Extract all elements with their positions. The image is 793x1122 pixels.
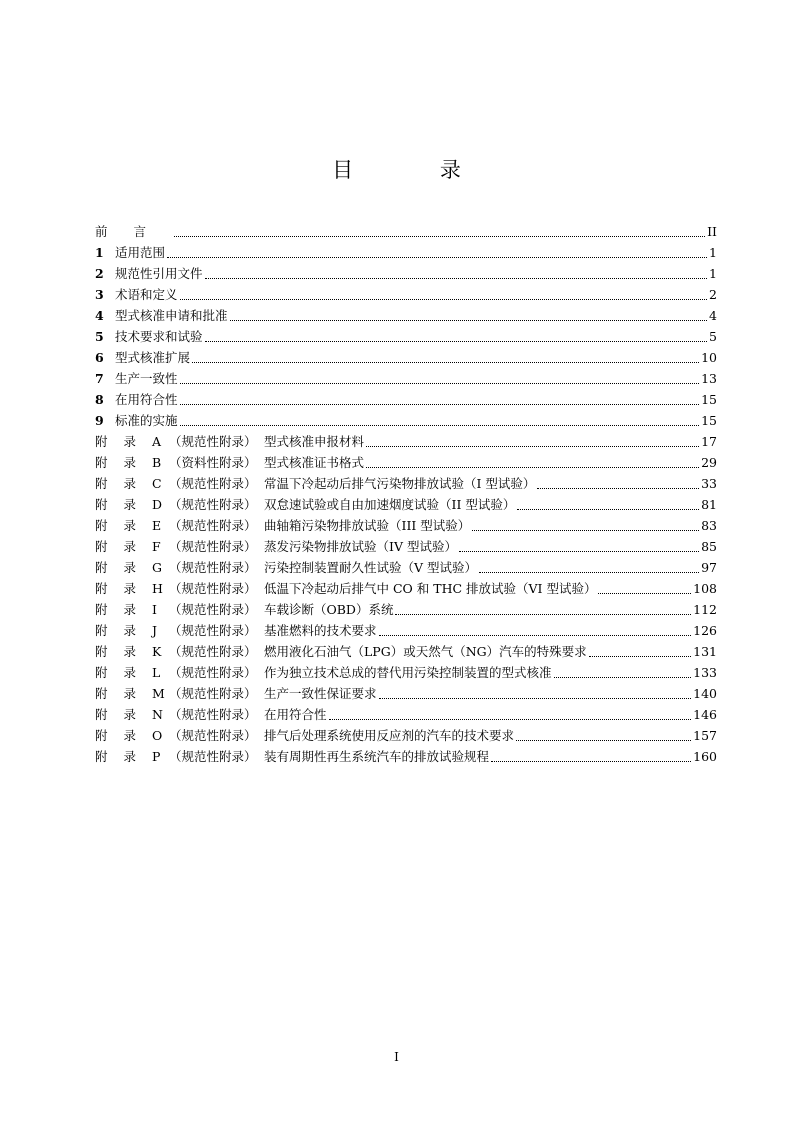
toc-annex-entry[interactable] [95,452,717,473]
annex-prefix: 附 录 K [95,644,168,659]
toc-entry-label: 型式核准扩展 [115,350,191,365]
dot-leader [472,518,699,531]
annex-prefix: 附 录 A [95,434,167,449]
toc-entry[interactable] [95,326,717,347]
page-number: I [394,1050,399,1064]
toc-entry-label: 适用范围 [115,245,166,260]
annex-page: 126 [693,623,717,638]
annex-prefix: 附 录 E [95,518,168,533]
toc-entry-page: 1 [709,245,717,260]
toc-entry-number: 4 [95,308,104,323]
dot-leader [192,350,699,363]
dot-leader [205,329,707,342]
annex-type: （规范性附录） [169,539,257,554]
annex-label: 装有周期性再生系统汽车的排放试验规程 [264,749,490,764]
annex-type: （规范性附录） [169,518,257,533]
toc-entry-number: 5 [95,329,104,344]
toc-annex-entry[interactable] [95,704,717,725]
table-of-contents [95,221,717,767]
dot-leader [329,707,692,720]
annex-label: 在用符合性 [264,707,327,722]
annex-label: 生产一致性保证要求 [264,686,377,701]
dot-leader [230,308,707,321]
dot-leader [180,413,700,426]
toc-entry[interactable] [95,242,717,263]
annex-page: 108 [693,581,717,596]
toc-annex-entry[interactable] [95,662,717,683]
annex-page: 133 [693,665,717,680]
annex-prefix: 附 录 N [95,707,169,722]
annex-type: （规范性附录） [169,665,257,680]
dot-leader [516,728,691,741]
annex-label: 车载诊断（OBD）系统 [264,602,394,617]
annex-type: （规范性附录） [169,560,257,575]
annex-prefix: 附 录 B [95,455,168,470]
annex-label: 蒸发污染物排放试验（IV 型试验） [264,539,457,554]
toc-entry-number: 7 [95,371,104,386]
annex-type: （规范性附录） [169,497,257,512]
annex-label: 基准燃料的技术要求 [264,623,377,638]
toc-entry[interactable] [95,368,717,389]
dot-leader [379,686,692,699]
dot-leader [395,602,691,615]
toc-entry[interactable] [95,410,717,431]
annex-type: （规范性附录） [169,602,257,617]
dot-leader [459,539,699,552]
annex-type: （规范性附录） [169,434,257,449]
toc-entry-number: 6 [95,350,104,365]
toc-entry-label: 生产一致性 [115,371,178,386]
dot-leader [174,224,705,237]
annex-prefix: 附 录 F [95,539,167,554]
toc-entry-label: 在用符合性 [115,392,178,407]
annex-label: 常温下冷起动后排气污染物排放试验（I 型试验） [264,476,536,491]
dot-leader [205,266,707,279]
toc-entry-number: 2 [95,266,104,281]
toc-entry-label: 术语和定义 [115,287,178,302]
annex-prefix: 附 录 M [95,686,171,701]
toc-entry-label: 前言 [95,224,173,239]
annex-label: 作为独立技术总成的替代用污染控制装置的型式核准 [264,665,552,680]
annex-label: 燃用液化石油气（LPG）或天然气（NG）汽车的特殊要求 [264,644,587,659]
toc-entry-number: 3 [95,287,104,302]
annex-page: 29 [701,455,717,470]
toc-title: 目 录 [332,158,501,182]
annex-page: 146 [693,707,717,722]
dot-leader [167,245,707,258]
toc-entry-page: 10 [701,350,717,365]
toc-entry-number: 9 [95,413,104,428]
toc-annex-entry[interactable] [95,641,717,662]
annex-label: 型式核准申报材料 [264,434,365,449]
annex-page: 81 [701,497,717,512]
toc-entry-page: 1 [709,266,717,281]
toc-annex-entry[interactable] [95,494,717,515]
annex-type: （规范性附录） [169,644,257,659]
toc-annex-entry[interactable] [95,746,717,767]
annex-page: 160 [693,749,717,764]
toc-annex-entry[interactable] [95,557,717,578]
toc-entry[interactable] [95,347,717,368]
annex-label: 型式核准证书格式 [264,455,365,470]
toc-entry-label: 标准的实施 [115,413,178,428]
annex-type: （资料性附录） [169,455,257,470]
toc-annex-entry[interactable] [95,578,717,599]
annex-page: 140 [693,686,717,701]
annex-label: 曲轴箱污染物排放试验（III 型试验） [264,518,471,533]
toc-entry-page: 4 [709,308,717,323]
toc-entry-page: 13 [701,371,717,386]
annex-prefix: 附 录 L [95,665,167,680]
toc-annex-entry[interactable] [95,515,717,536]
annex-type: （规范性附录） [169,728,257,743]
annex-prefix: 附 录 I [95,602,163,617]
toc-entry-label: 型式核准申请和批准 [115,308,228,323]
toc-entry-page: 2 [709,287,717,302]
dot-leader [366,434,699,447]
annex-page: 157 [693,728,717,743]
dot-leader [180,287,707,300]
annex-type: （规范性附录） [169,686,257,701]
toc-entry[interactable] [95,305,717,326]
annex-prefix: 附 录 O [95,728,169,743]
toc-entry-label: 技术要求和试验 [115,329,203,344]
toc-annex-entry[interactable] [95,431,717,452]
toc-annex-entry[interactable] [95,536,717,557]
toc-entry-page: 5 [709,329,717,344]
dot-leader [180,392,700,405]
annex-prefix: 附 录 G [95,560,168,575]
dot-leader [180,371,700,384]
annex-type: （规范性附录） [169,749,257,764]
dot-leader [491,749,691,762]
annex-prefix: 附 录 H [95,581,169,596]
toc-entry[interactable] [95,389,717,410]
annex-label: 低温下冷起动后排气中 CO 和 THC 排放试验（VI 型试验） [264,581,597,596]
annex-page: 85 [701,539,717,554]
dot-leader [554,665,692,678]
annex-label: 污染控制装置耐久性试验（V 型试验） [264,560,478,575]
annex-prefix: 附 录 C [95,476,168,491]
toc-entry-number: 1 [95,245,104,260]
toc-entry-page: II [707,224,717,239]
annex-type: （规范性附录） [169,707,257,722]
dot-leader [537,476,699,489]
toc-entry[interactable] [95,263,717,284]
toc-entry-number: 8 [95,392,104,407]
dot-leader [379,623,692,636]
annex-page: 17 [701,434,717,449]
annex-label: 排气后处理系统使用反应剂的汽车的技术要求 [264,728,515,743]
annex-type: （规范性附录） [169,581,257,596]
dot-leader [589,644,692,657]
toc-entry[interactable] [95,284,717,305]
dot-leader [366,455,699,468]
toc-entry-label: 规范性引用文件 [115,266,203,281]
toc-annex-entry[interactable] [95,725,717,746]
toc-entry-preface[interactable] [95,221,717,242]
annex-label: 双怠速试验或自由加速烟度试验（II 型试验） [264,497,516,512]
annex-type: （规范性附录） [169,623,257,638]
annex-page: 83 [701,518,717,533]
annex-page: 33 [701,476,717,491]
toc-annex-entry[interactable] [95,683,717,704]
dot-leader [517,497,699,510]
annex-page: 97 [701,560,717,575]
annex-prefix: 附 录 J [95,623,163,638]
toc-entry-page: 15 [701,392,717,407]
annex-prefix: 附 录 D [95,497,168,512]
toc-annex-entry[interactable] [95,620,717,641]
toc-annex-entry[interactable] [95,599,717,620]
annex-type: （规范性附录） [169,476,257,491]
dot-leader [479,560,699,573]
annex-page: 131 [693,644,717,659]
annex-prefix: 附 录 P [95,749,167,764]
annex-page: 112 [693,602,717,617]
toc-entry-page: 15 [701,413,717,428]
toc-annex-entry[interactable] [95,473,717,494]
dot-leader [598,581,691,594]
